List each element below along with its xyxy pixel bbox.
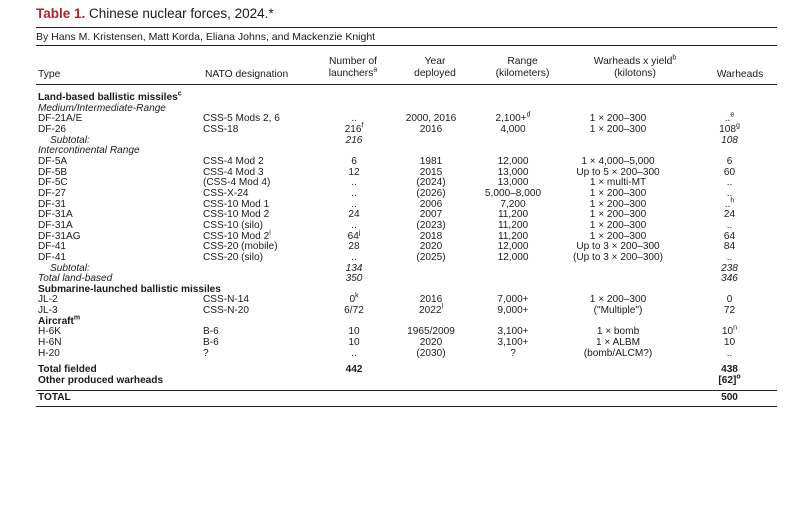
cell-text: .. [351,187,357,199]
cell-launchers [318,93,390,104]
cell-text: 9,000+ [497,305,529,317]
footnote-marker: l [441,303,444,311]
header-yield [575,56,695,80]
cell-type [36,349,203,360]
cell-text: 0 [726,294,733,306]
cell-text: 12,000 [497,251,529,263]
cell-launchers [318,393,390,404]
cell-text: 11,200 [497,230,529,242]
cell-text: 1 × 200–300 [589,113,647,125]
cell-range [472,125,554,136]
cell-warheads [682,349,777,360]
table-row [36,349,777,360]
cell-text: Other produced warheads [38,375,164,387]
header-range [485,56,560,80]
section-header-row [36,285,777,296]
cell-yield [554,125,682,136]
table-row [36,338,777,349]
cell-type [36,338,203,349]
header-range-l2: (kilometers) [495,68,550,79]
header-nato: NATO designation [205,69,289,80]
cell-launchers [318,376,390,387]
cell-text: 3,100+ [497,326,529,338]
footnote-marker: h [730,197,735,205]
cell-yield [554,93,682,104]
cell-nato [203,338,318,349]
cell-text: Up to 5 × 200–300 [576,166,660,178]
cell-text: CSS-20 (silo) [203,251,264,263]
cell-range [472,264,554,275]
cell-nato [203,349,318,360]
cell-text: TOTAL [38,391,71,403]
cell-text: DF-41 [38,241,67,253]
cell-range [472,93,554,104]
cell-year [390,274,472,285]
table-row [36,306,777,317]
table-row [36,221,777,232]
cell-text: DF-5C [38,177,68,189]
footnote-marker: i [269,229,271,237]
cell-text: DF-31A [38,219,73,231]
cell-year [390,349,472,360]
subsection-row [36,146,777,157]
cell-type [36,393,203,404]
cell-text: .. [351,251,357,263]
header-launchers-l2: launchers [328,68,374,79]
header-yield-l1: Warheads x yield [593,56,673,67]
table-row [36,264,777,275]
cell-text: Total fielded [38,364,97,376]
header-year-l1: Year [424,56,446,67]
cell-text: 12,000 [497,155,529,167]
cell-text: (CSS-4 Mod 4) [203,177,271,189]
cell-yield [554,264,682,275]
cell-text: 11,200 [497,209,529,221]
cell-text: 64 [723,230,736,242]
header-year-l2: deployed [414,68,456,79]
cell-text: 2016 [419,123,443,135]
header-yield-l2: (kilotons) [614,68,656,79]
cell-yield [554,253,682,264]
cell-range [472,376,554,387]
cell-text: 10 [721,326,734,338]
cell-year [390,264,472,275]
cell-text: 0 [349,294,356,306]
cell-text: 1965/2009 [407,326,455,338]
cell-launchers [318,349,390,360]
footnote-marker: j [358,229,361,237]
cell-yield [554,365,682,376]
cell-text: (bomb/ALCM?) [583,347,653,359]
cell-yield [554,306,682,317]
cell-text: 7,200 [500,198,526,210]
cell-yield [554,274,682,285]
cell-yield [554,376,682,387]
cell-text: 108 [721,134,738,146]
cell-text: DF-31AG [38,230,81,242]
cell-text: 6 [726,155,733,167]
header-launchers-l1: Number of [328,56,378,67]
cell-text: 24 [723,209,736,221]
cell-text: 1 × 200–300 [589,230,647,242]
cell-text: CSS-10 (silo) [203,219,264,231]
cell-text: 64 [347,230,359,242]
cell-text: JL-3 [38,305,58,317]
table-title-text: Chinese nuclear forces, 2024.* [89,6,274,21]
footnote-marker: o [736,373,741,381]
cell-range [472,136,554,147]
cell-nato [203,306,318,317]
cell-text: 1 × 200–300 [589,198,647,210]
cell-text: 438 [721,364,738,376]
cell-launchers [318,274,390,285]
footnote-marker: g [735,122,740,130]
cell-warheads [682,136,777,147]
cell-text: 24 [348,209,360,221]
cell-text: CSS-20 (mobile) [203,241,278,253]
cell-text: CSS-N-20 [203,305,249,317]
cell-text: .. [351,113,357,125]
table-row [36,125,777,136]
cell-text: 11,200 [497,219,529,231]
header-launchers [318,56,388,80]
table-row [36,393,777,404]
table-row [36,157,777,168]
cell-text: .. [726,347,733,359]
cell-text: Subtotal: [50,262,90,274]
table-row [36,210,777,221]
cell-text: 2015 [419,166,443,178]
footnote-marker: e [730,111,735,119]
cell-text: 350 [345,273,363,285]
header-warheads: Warheads [716,69,764,80]
cell-text: DF-5A [38,155,68,167]
footnote-marker: c [177,90,182,98]
cell-text: 84 [723,241,736,253]
cell-text: 6 [351,155,357,167]
footnote-marker: m [73,314,81,322]
cell-nato [203,327,318,338]
header-type: Type [38,69,61,80]
cell-year [390,125,472,136]
cell-text: (2023) [416,219,446,231]
cell-text: 1 × 4,000–5,000 [581,155,655,167]
cell-text: Submarine-launched ballistic missiles [38,283,221,295]
cell-type [36,283,221,296]
cell-text: (2024) [416,177,446,189]
cell-range [472,349,554,360]
authors-line: By Hans M. Kristensen, Matt Korda, Eliana Johns, and Mackenzie Knight [36,31,376,43]
cell-year [390,303,472,317]
cell-text: 10 [723,337,736,349]
cell-warheads [682,306,777,317]
footnote-marker: k [355,293,359,301]
cell-text: 1 × multi-MT [589,177,647,189]
cell-text: 216 [345,134,363,146]
cell-nato [203,136,318,147]
cell-range [472,393,554,404]
cell-yield [554,349,682,360]
cell-text: 4,000 [500,123,526,135]
header-yield-sup: b [672,54,677,62]
cell-text: .. [726,251,733,263]
cell-text: 10 [348,326,360,338]
cell-text: 28 [348,241,360,253]
cell-text: 1 × bomb [596,326,640,338]
cell-text: 12,000 [497,241,529,253]
cell-text: CSS-4 Mod 3 [203,166,264,178]
cell-year [390,365,472,376]
cell-type [36,295,203,306]
table-row [36,232,777,243]
cell-text: [62] [718,375,737,387]
cell-text: (2030) [416,347,446,359]
cell-nato [203,93,318,104]
cell-text: 2018 [419,230,443,242]
cell-text: H-20 [38,347,60,359]
footnote-marker: d [526,111,531,119]
cell-text: (2025) [416,251,446,263]
cell-text: DF-31 [38,198,67,210]
cell-text: CSS-X-24 [203,187,249,199]
cell-text: DF-21A/E [38,113,83,125]
cell-launchers [318,136,390,147]
cell-warheads [682,373,777,387]
table-number: Table 1. [36,6,86,21]
cell-text: ? [203,347,209,359]
cell-text: .. [351,347,357,359]
cell-text: 2006 [419,198,443,210]
cell-text: B-6 [203,326,219,338]
table-row [36,295,777,306]
cell-text: 1 × ALBM [595,337,641,349]
cell-range [472,306,554,317]
cell-text: Aircraft [38,315,74,327]
cell-text: .. [726,219,733,231]
cell-text: 72 [723,305,736,317]
cell-text: 346 [721,273,738,285]
header-launchers-sup: a [373,66,378,74]
footnote-marker: n [733,325,738,333]
header-rule [36,84,777,85]
cell-launchers [318,306,390,317]
table-row [36,253,777,264]
cell-text: 13,000 [497,177,529,189]
cell-nato [203,253,318,264]
cell-text: .. [724,113,731,125]
cell-text: ("Multiple") [593,305,643,317]
cell-text: 134 [345,262,363,274]
cell-text: 1 × 200–300 [589,123,647,135]
bottom-rule [36,406,777,407]
cell-warheads [682,93,777,104]
cell-text: 2022 [418,305,442,317]
cell-text: CSS-10 Mod 2 [203,230,270,242]
table-row [36,114,777,125]
cell-type [36,314,203,328]
cell-text: .. [351,198,357,210]
cell-text: 500 [721,391,738,403]
cell-text: ? [510,347,516,359]
cell-text: 108 [719,123,736,135]
table-title [36,6,274,21]
cell-text: CSS-N-14 [203,294,249,306]
cell-text: .. [351,177,357,189]
cell-text: 12 [348,166,360,178]
table-row [36,189,777,200]
cell-text: 2000, 2016 [405,113,457,125]
cell-nato [203,376,318,387]
cell-text: Total land-based [38,273,113,285]
cell-text: DF-41 [38,251,67,263]
cell-text: 60 [723,166,736,178]
cell-text: .. [726,177,733,189]
cell-text: Intercontinental Range [38,145,140,157]
table-row [36,200,777,211]
cell-text: 2007 [419,209,443,221]
cell-text: CSS-18 [203,123,239,135]
authors-rule [36,45,777,46]
cell-text: 442 [345,364,363,376]
title-rule [36,27,777,28]
cell-text: CSS-5 Mods 2, 6 [203,113,280,125]
cell-text: 7,000+ [497,294,529,306]
cell-warheads [682,274,777,285]
cell-text: .. [724,198,731,210]
header-range-l1: Range [507,56,538,67]
cell-nato [203,365,318,376]
table-row [36,376,777,387]
table-body [36,90,777,403]
cell-text: 2,100+ [495,113,527,125]
cell-nato [203,264,318,275]
cell-text: Land-based ballistic missiles [38,92,178,103]
cell-text: 1981 [419,155,443,167]
cell-nato [203,393,318,404]
cell-text: 6/72 [344,305,364,317]
cell-range [472,365,554,376]
table-row [36,327,777,338]
cell-text: Subtotal: [50,134,90,146]
cell-text: DF-27 [38,187,67,199]
cell-text: H-6N [38,337,62,349]
cell-yield [554,393,682,404]
cell-text: 1 × 200–300 [589,219,647,231]
table-row [36,178,777,189]
cell-text: B-6 [203,337,219,349]
cell-text: Medium/Intermediate-Range [38,102,166,114]
cell-year [390,393,472,404]
cell-warheads [682,393,777,404]
cell-yield [554,136,682,147]
cell-nato [203,125,318,136]
cell-range [472,274,554,285]
footnote-marker: f [361,122,364,130]
cell-text: 5,000–8,000 [484,187,542,199]
cell-text: 1 × 200–300 [589,209,647,221]
cell-type [36,376,203,387]
cell-text: 238 [721,262,738,274]
cell-text: 2020 [419,241,443,253]
cell-text: 3,100+ [497,337,529,349]
cell-text: Up to 3 × 200–300 [576,241,660,253]
cell-text: DF-31A [38,209,73,221]
cell-launchers [318,365,390,376]
table-row [36,168,777,179]
cell-text: .. [351,219,357,231]
nuclear-forces-table [36,90,777,403]
cell-text: DF-26 [38,123,67,135]
cell-text: 10 [348,337,360,349]
cell-text: DF-5B [38,166,68,178]
table-row [36,242,777,253]
cell-year [390,136,472,147]
cell-text: CSS-4 Mod 2 [203,155,264,167]
cell-text: 2020 [419,337,443,349]
cell-nato [203,317,318,328]
header-year [400,56,470,80]
cell-text: .. [726,187,733,199]
cell-text: 1 × 200–300 [589,187,647,199]
cell-text: CSS-10 Mod 2 [203,209,270,221]
cell-text: 1 × 200–300 [589,294,647,306]
total-rule [36,390,777,391]
cell-range [472,253,554,264]
table-row [36,136,777,147]
cell-year [390,93,472,104]
cell-text: 216 [344,123,362,135]
cell-text: (Up to 3 × 200–300) [572,251,664,263]
cell-text: CSS-10 Mod 1 [203,198,270,210]
cell-text: (2026) [416,187,446,199]
cell-text: JL-2 [38,294,58,306]
cell-text: H-6K [38,326,61,338]
cell-year [390,253,472,264]
cell-year [390,376,472,387]
cell-text: 2016 [419,294,443,306]
cell-text: 13,000 [497,166,529,178]
